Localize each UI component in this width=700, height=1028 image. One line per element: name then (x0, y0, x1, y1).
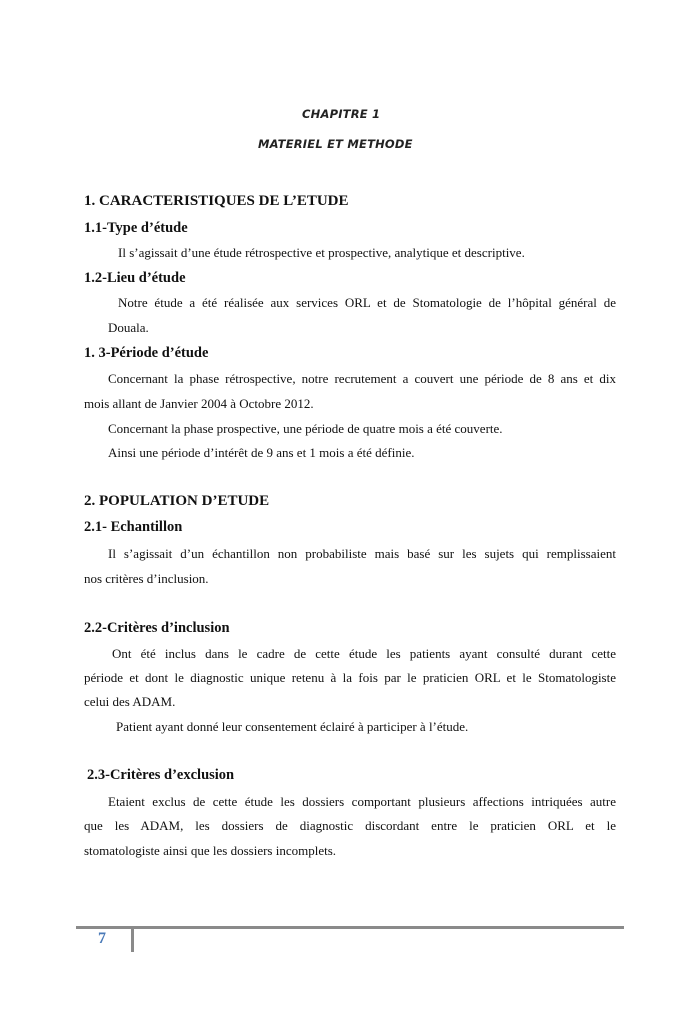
subsection-1-3-line-1: Concernant la phase rétrospective, notre recrutement a couvert une période de 8 ans et dix (108, 371, 616, 386)
subsection-2-2-line-2: période et dont le diagnostic unique retenu à la fois par le praticien ORL et le Stomatologiste (84, 670, 616, 685)
subsection-1-2-heading: 1.2-Lieu d’étude (84, 270, 186, 286)
subsection-2-2-line-4: Patient ayant donné leur consentement éclairé à participer à l’étude. (116, 719, 469, 734)
subsection-2-2-heading: 2.2-Critères d’inclusion (84, 620, 230, 636)
footer-divider (131, 929, 134, 952)
page-number: 7 (98, 930, 106, 947)
subsection-2-3-line-2: que les ADAM, les dossiers de diagnostic discordant entre le praticien ORL et le (84, 818, 616, 833)
subsection-2-1-heading: 2.1- Echantillon (84, 519, 183, 535)
subsection-2-3-heading: 2.3-Critères d’exclusion (87, 767, 235, 783)
subsection-2-3-line-3: stomatologiste ainsi que les dossiers incomplets. (84, 843, 337, 858)
subsection-1-1-heading: 1.1-Type d’étude (84, 220, 188, 236)
section-2-heading: 2. POPULATION D’ETUDE (84, 493, 270, 509)
subsection-1-2-line-1: Notre étude a été réalisée aux services ORL et de Stomatologie de l’hôpital général de (118, 295, 616, 310)
section-1-heading: 1. CARACTERISTIQUES DE L’ETUDE (84, 193, 349, 209)
subsection-2-2-line-1: Ont été inclus dans le cadre de cette étude les patients ayant consulté durant cette (112, 646, 616, 661)
subsection-2-1-line-1: Il s’agissait d’un échantillon non probabiliste mais basé sur les sujets qui remplissaient (108, 546, 616, 561)
subsection-2-1-line-2: nos critères d’inclusion. (84, 571, 209, 586)
subsection-2-3-line-1: Etaient exclus de cette étude les dossiers comportant plusieurs affections intriquées autre (108, 794, 616, 809)
subsection-1-3-line-3: Concernant la phase prospective, une période de quatre mois a été couverte. (108, 421, 503, 436)
subsection-2-2-line-3: celui des ADAM. (84, 694, 176, 709)
subsection-1-2-line-2: Douala. (108, 320, 149, 335)
chapter-label: CHAPITRE 1 (302, 107, 381, 121)
subsection-1-3-heading: 1. 3-Période d’étude (84, 345, 209, 361)
subsection-1-1-text: Il s’agissait d’une étude rétrospective et prospective, analytique et descriptive. (118, 245, 525, 260)
chapter-title: MATERIEL ET METHODE (258, 137, 413, 151)
subsection-1-3-line-2: mois allant de Janvier 2004 à Octobre 2012. (84, 396, 314, 411)
footer-rule (76, 926, 624, 929)
subsection-1-3-line-4: Ainsi une période d’intérêt de 9 ans et 1 mois a été définie. (108, 445, 415, 460)
